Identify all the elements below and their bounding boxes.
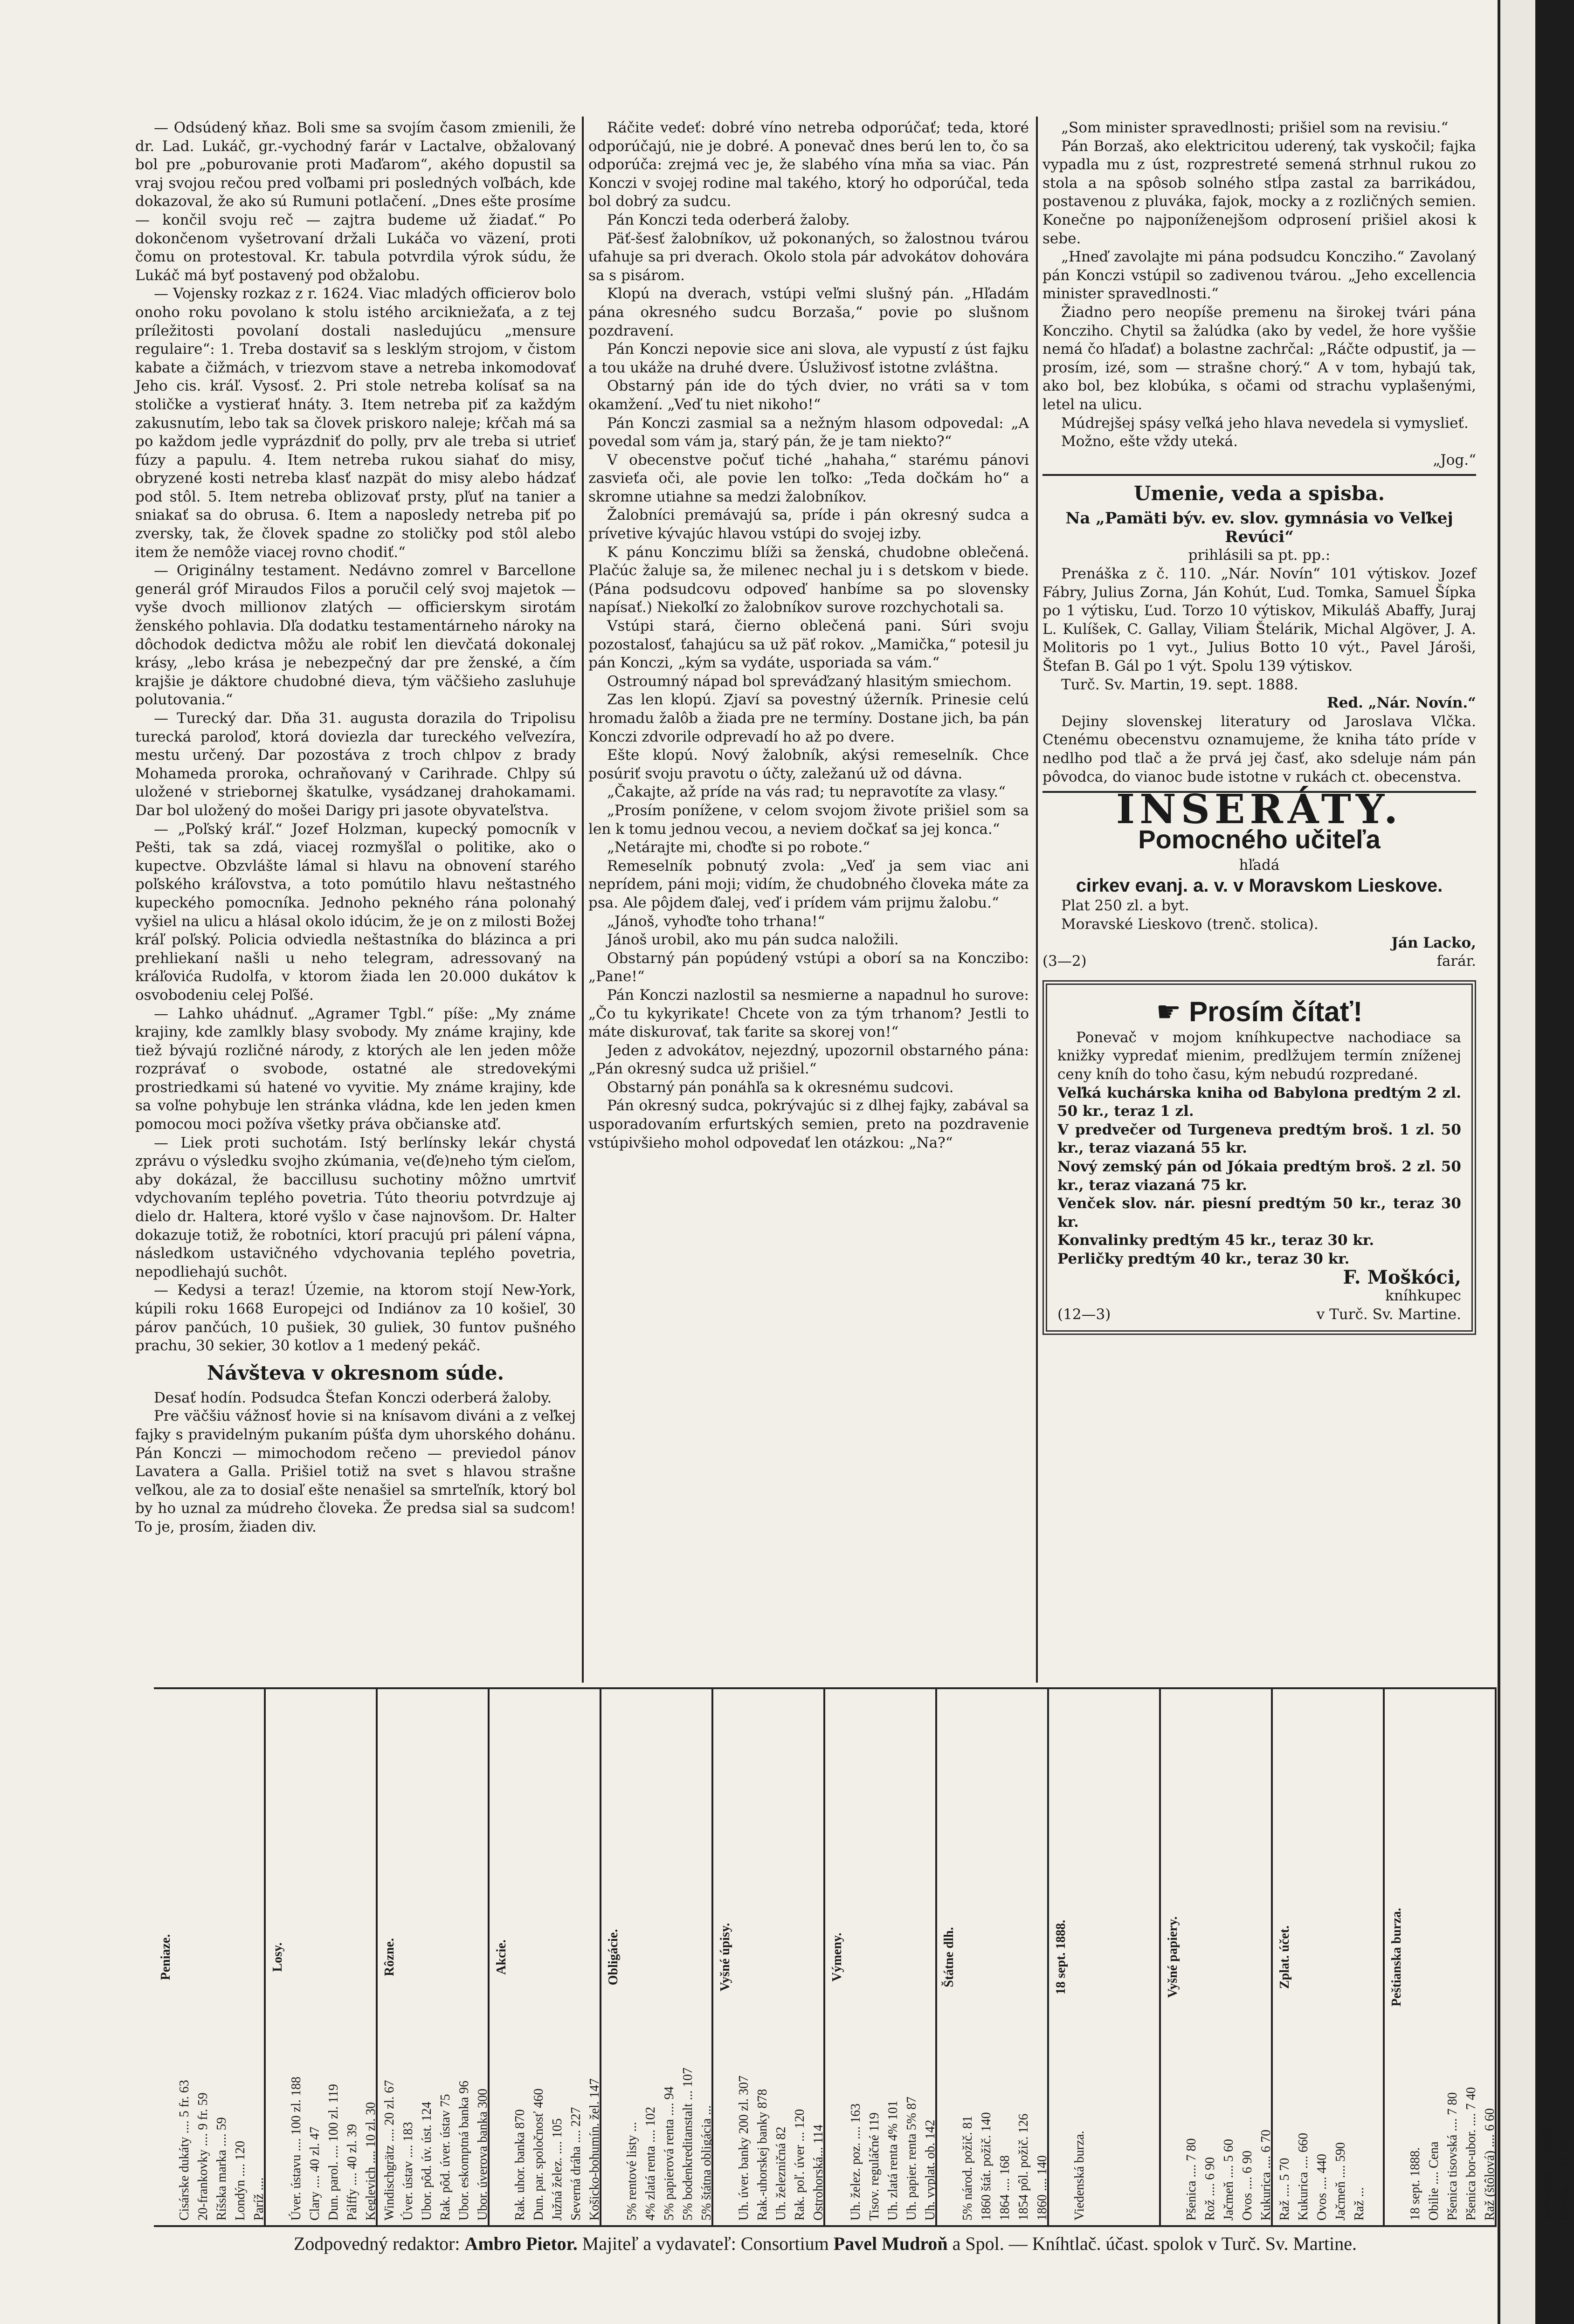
market-table-row: 1860 štát. požič. 140 bbox=[979, 2112, 994, 2221]
market-table bbox=[1273, 1689, 1385, 2225]
market-table-row: Raž (štôlová) .... 6 60 bbox=[1483, 2108, 1497, 2221]
market-table-row: Uh. želez. poz. .... 163 bbox=[849, 2103, 863, 2221]
ad2-role: kníhkupec bbox=[1385, 1287, 1461, 1305]
paragraph: Pán Konczi nazlostil sa nesmierne a napadnul ho surove: „Čo tu kykyrikate! Chcete von za tým trhanom? Jestli to máte diskurovať, tak ťarite sa skorej von!“ bbox=[588, 986, 1029, 1041]
ad1-address: Moravské Lieskovo (trenč. stolica). bbox=[1061, 915, 1319, 933]
market-table-row: Pálffy .... 40 zl. 39 bbox=[345, 2124, 359, 2221]
market-table-row: 5% rentové listy ... bbox=[625, 2122, 639, 2221]
book-offer: Venček slov. nár. piesní predtým 50 kr., teraz 30 kr. bbox=[1057, 1195, 1461, 1231]
paragraph: Jeden z advokátov, nejezdný, upozornil obstarného pána: „Pán okresný sudca už prišiel.“ bbox=[588, 1042, 1029, 1078]
paragraph: Pán okresný sudca, pokrývajúc si z dlhej fajky, zabával sa usporadovaním erfurtských semien, preto na pozdravenie vstúpivšieho mohol odpovedať len otázkou: „Na?“ bbox=[588, 1097, 1029, 1151]
book-offer: V predvečer od Turgeneva predtým broš. 1 zl. 50 kr., teraz viazaná 55 kr. bbox=[1057, 1121, 1461, 1157]
market-table-row: Úver. ústavu .... 100 zl. 188 bbox=[289, 2076, 304, 2221]
ad1-title: Pomocného učiteľa bbox=[1138, 824, 1381, 854]
paragraph: Ešte klopú. Nový žalobník, akýsi remeselník. Chce posúriť svoju pravotu o účty, zaležanú už od dávna. bbox=[588, 747, 1029, 782]
ad2-text: Ponevač v mojom kníhkupectve nachodiace sa knižky vypredať mienim, predlžujem termín zníženej ceny kníh do toho času, kým nebudú rozpredané. bbox=[1057, 1029, 1461, 1083]
market-table-row: Severná dráha .... 227 bbox=[569, 2107, 583, 2221]
paragraph: Možno, ešte vždy uteká. bbox=[1061, 433, 1238, 450]
market-table-row: Londýn .... 120 bbox=[233, 2140, 248, 2221]
market-table-row: 5% národ. požič. 81 bbox=[960, 2116, 975, 2221]
dateline: Turč. Sv. Martin, 19. sept. 1888. bbox=[1061, 676, 1298, 693]
ad2-footer bbox=[1057, 1306, 1461, 1324]
ad1-cirkev: cirkev evanj. a. v. v Moravskom Lieskove. bbox=[1076, 875, 1443, 896]
paragraph: — Lahko uhádnuť. „Agramer Tgbl.“ píše: „My známe krajiny, kde zamlkly blasy svobody. My známe krajiny, kde tiež bývajú rozličné národy, z ktorých ale len jeden môže rozprávať o svobode, ostatné ale stredovekými prostriedkami sú hatené vo vyvitie. My známe krajiny, kde sa voľne pohybuje len stránka vládna, kde len jeden kmen pomocou moci požíva všetky práva občianske atď. bbox=[135, 1005, 576, 1133]
publisher-label: Majiteľ a vydavateľ: Consortium bbox=[582, 2233, 829, 2254]
next-page-edge bbox=[1498, 0, 1535, 2324]
paragraph: — Liek proti suchotám. Istý berlínsky lekár chystá zprávu o výsledku svojho zkúmania, ve(ďe)neho tým cieľom, aby dokázal, že baccillusu suchotiny môžno umrtviť vdychovaním teplého povetria. Túto theoriu potvrdzuje aj dielo dr. Haltera, ktoré vyšlo v čase najnovšom. Dr. Halter dokazuje totiž, že robotníci, ktorí pracujú pri pálení vápna, následkom ustavičného vdychovania teplého povetria, nepodliehajú suchôt. bbox=[135, 1134, 576, 1280]
paragraph: Obstarný pán ide do tých dvier, no vráti sa v tom okamžení. „Veď tu niet nikoho!“ bbox=[588, 378, 1029, 413]
market-table-row: Repka .... 11 76 bbox=[1557, 2138, 1572, 2221]
market-table-heading: Rôzne. bbox=[382, 1938, 397, 1976]
paragraph: Ráčite vedeť: dobré víno netreba odporúčať; teda, ktoré odporúčajú, nie je dobré. A ponevač dnes berú len to, čo sa odporúča: zrejmá vec je, že slabého vína mňa sa viac. Pán Konczi v svojej rodine mal takého, ktorý ho odporúčal, teda bol dobrý za sudcu. bbox=[588, 119, 1029, 210]
paragraph: — Vojensky rozkaz z r. 1624. Viac mladých officierov bolo onoho roku povolano k stolu istého arcikniežaťa, a z tej príležitosti povolaní dostali nasledujúcu „mensure regulaire“: 1. Treba dostaviť sa s lesklým strojom, v čistom kabate a čižmách, v triezvom stave a netreba inkomodovať Jeho cis. kráľ. Vysosť. 2. Pri stole netreba kolísať sa na stoličke a vystierať hnáty. 3. Item netreba piť za každým zakusnutím, lebo tak sa človek priskoro naleje; kŕčah má sa po každom jedle vyprázdniť do polly, prv ale treba si utrieť fúzy a papulu. 4. Item netreba rukou siahať do misy, obryzené kosti netreba klasť nazpät do misy alebo hádzať pod stôl. 5. Item netreba oblizovať prsty, pľuť na tanier a sniakať sa do obrusa. 6. Item a naposledy netreba piť po zversky, tak, že človek spadne zo stoličky pod stôl alebo item že nemôže viacej rovno chodiť.“ bbox=[135, 285, 576, 561]
market-table bbox=[825, 1689, 937, 2225]
market-table-heading: Peštianska burza. bbox=[1389, 1908, 1404, 2007]
paragraph: Pán Konczi zasmial sa a nežným hlasom odpovedal: „A povedal som vám ja, starý pán, že je tam niekto?“ bbox=[588, 414, 1029, 450]
news-items bbox=[135, 119, 576, 1355]
divider bbox=[1042, 474, 1476, 476]
book-offer: Nový zemský pán od Jókaia predtým broš. 2 zl. 50 kr., teraz viazaná 75 kr. bbox=[1057, 1158, 1461, 1194]
ad1-code: (3—2) bbox=[1042, 953, 1087, 970]
paragraph: K pánu Konczimu blíži sa ženská, chudobne oblečená. Plačúc žaluje sa, že milenec nechal ju i s detskom v biede. (Pána podsudcovu odpoveď hanbíme sa po slovensky napísať.) Niekoľkí zo žalobníkov surove rozchychotali sa. bbox=[588, 543, 1029, 616]
market-table-row: 20-frankovky .... 9 fr. 59 bbox=[196, 2092, 210, 2221]
ad1-plat: Plat 250 zl. a byt. bbox=[1061, 897, 1189, 914]
paragraph: Pán Borzaš, ako elektricitou uderený, tak vyskočil; fajka vypadla mu z úst, rozprestreté semená strhnul rukou zo stola a na spôsob solného stĺpa zastal za barrikádou, postavenou z pluváka, fajok, mocky a z rozličných semien. Konečne po najponíženejšom odprosení prišiel akosi k sebe. bbox=[1042, 138, 1476, 247]
paragraph: Remeselník pobnutý zvola: „Veď ja sem viac ani neprídem, páni moji; vidím, že chudobného človeka máte za psa. Ale pôjdem ďalej, veď i prídem vám prijmu žalobu.“ bbox=[588, 857, 1029, 911]
market-table-row: Windischgrätz .... 20 zl. 67 bbox=[382, 2080, 397, 2221]
paragraph: — „Poľský kráľ.“ Jozef Holzman, kupecký pomocník v Pešti, tak sa zdá, viacej rozmyšľal o politike, ako o kupectve. Obzvlášte lámal si hlavu na obnovení starého poľského kráľovstva, a toto pomútilo hlavu neštastného kupeckého pomocníka. Jednoho pekného rána polonahý vyšiel na ulicu a hlásal okolo idúcim, že je on z milosti Božej kráľ poľský. Policia odviedla neštastníka do blázinca a pri prehliekaní našli u neho telegram, adressovaný na kráľovića Rudolfa, v ktorom žiada len 20.000 dukátov k osvobodeniu celej Poľšé. bbox=[135, 820, 576, 1004]
column-divider bbox=[1036, 117, 1038, 1683]
market-table-row: 1864 .... 168 bbox=[998, 2155, 1012, 2221]
dejiny-notice: Dejiny slovenskej literatury od Jaroslava Vlčka. Ctenému obecenstvu oznamujeme, že kniha táto príde v nedlho pod tlač a že prvá jej časť, ako sdeluje nám pán pôvodca, do vianoc bude istotne v rukách ct. obecenstva. bbox=[1042, 713, 1476, 785]
market-table-row: Uh. železničná 82 bbox=[774, 2126, 788, 2221]
inseraty-heading: INSERÁTY. bbox=[1116, 786, 1403, 833]
market-table bbox=[490, 1689, 601, 2225]
signature: „Jog.“ bbox=[1433, 451, 1476, 468]
ad1-farar: farár. bbox=[1436, 953, 1476, 970]
market-table-row: Kukurica .... 660 bbox=[1296, 2132, 1311, 2221]
paragraph: Jánoš urobil, ako mu pán sudca naložili. bbox=[607, 931, 899, 949]
market-table-row: Uh. papier. renta 5% 87 bbox=[904, 2097, 919, 2221]
article-title-sud: Návšteva v okresnom súde. bbox=[207, 1361, 504, 1384]
paragraph: V obecenstve počuť tiché „hahaha,“ starému pánovi zasvieťa oči, ale povie len toľko: „Teda dočkám ho“ a skromne utiahne sa medzi žalobníkov. bbox=[588, 451, 1029, 505]
market-table-heading: Peniaze. bbox=[159, 1934, 173, 1980]
market-table bbox=[378, 1689, 490, 2225]
paragraph: Desať hodín. Podsudca Štefan Konczi oderberá žaloby. bbox=[154, 1389, 552, 1406]
ad2-place: v Turč. Sv. Martine. bbox=[1316, 1306, 1461, 1323]
pamati-title: Na „Pamäti býv. ev. slov. gymnásia vo Veľkej Revúci“ bbox=[1065, 509, 1453, 546]
market-table-row: Uh. vyplat. ob. 142 bbox=[923, 2119, 938, 2221]
book-offer: Konvalinky predtým 45 kr., teraz 30 kr. bbox=[1057, 1232, 1374, 1249]
market-table-row: Dun. par. spoločnosť 460 bbox=[532, 2088, 546, 2221]
ad2-name: F. Moškóci, bbox=[1343, 1266, 1461, 1289]
market-table-row: Ríšska marka .... 59 bbox=[214, 2117, 229, 2221]
market-table-row: 5% štátna obligácia ... bbox=[699, 2105, 714, 2221]
article-sud-continued bbox=[588, 119, 1029, 1152]
market-table-row: 18 sept. 1888. bbox=[1408, 2147, 1422, 2221]
market-table-heading: Obligácie. bbox=[606, 1929, 621, 1986]
paragraph: Klopú na dverach, vstúpi veľmi slušný pán. „Hľadám pána okresného sudcu Borzaša,“ povie po slušnom pozdravení. bbox=[588, 285, 1029, 339]
market-table-row: Ovos .... 440 bbox=[1315, 2153, 1329, 2221]
article-sud-start bbox=[135, 1389, 576, 1537]
redaction-signature: Red. „Nár. Novín.“ bbox=[1326, 694, 1476, 712]
paragraph: „Som minister spravedlnosti; prišiel som na revisiu.“ bbox=[1061, 119, 1449, 136]
column-1 bbox=[135, 119, 576, 1537]
market-table-row: 5% bodenkreditanstalt ... 107 bbox=[681, 2067, 695, 2221]
paragraph: Žiadno pero neopíše premenu na širokej tvári pána Koncziho. Chytil sa žalúdka (ako by vedel, že hore vyššie nemá čo hľadať) a bolastne zachrčal: „Ráčte odpustiť, ja — prosím, izé, som — strašne chorý.“ A v tom, hybajú tak, ako bol, bez klobúka, s očami od strachu vyplašenými, letel na ulicu. bbox=[1042, 303, 1476, 413]
market-table-row: Jačmeň .... 5 60 bbox=[1222, 2139, 1236, 2221]
column-3 bbox=[1042, 119, 1476, 1335]
market-table-row: Košicko-bohumín. žel. 147 bbox=[587, 2078, 602, 2221]
ad2-book-list bbox=[1057, 1084, 1461, 1269]
paragraph: Vstúpi stará, čierno oblečená pani. Súri svoju pozostalosť, ťahajúcu sa už päť rokov. „Mamička,“ potesil ju pán Konczi, „kým sa vydáte, usporiada sa vám.“ bbox=[588, 618, 1029, 672]
market-table-row: Ovos .... 6 90 bbox=[1240, 2150, 1255, 2221]
paragraph: Pán Konczi nepovie sice ani slova, ale vypustí z úst fajku a tou ukáže na druhé dvere. Úsluživosť istotne zvláštna. bbox=[588, 341, 1029, 376]
market-table-heading: Výmeny. bbox=[830, 1932, 844, 1982]
market-table-heading: Vyšné úpisy. bbox=[718, 1923, 732, 1992]
market-table-row: Paríž .... bbox=[252, 2177, 266, 2221]
paragraph: „Hneď zavolajte mi pána podsudcu Koncziho.“ Zavolaný pán Konczi vstúpil so zadivenou tvárou. „Jeho excellencia minister spravedlnosti.“ bbox=[1042, 248, 1476, 303]
market-table-heading: Akcie. bbox=[494, 1939, 509, 1975]
ad1-hlada: hľadá bbox=[1239, 856, 1280, 873]
printer-line: a Spol. — Kníhtlač. účast. spolok v Turč. Sv. Martine. bbox=[952, 2233, 1357, 2254]
market-table-row: 5% papierová renta .... 94 bbox=[662, 2086, 677, 2221]
paragraph: — Originálny testament. Nedávno zomrel v Barcellone generál gróf Miraudos Filos a poručil celý svoj majetok — vyše dvoch millionov zlatých — officierskym sirotám ženského pohlavia. Dľa dodatku testamentárneho nároky na dôchodok dedictva môžu ale robiť len dievčatá dokonalej krásy, „lebo krása je nebezpečný dar pre ženské, a čím krajšie je dáktore chudobné dieva, tým väčšieho zasluhuje polutovania.“ bbox=[135, 562, 576, 708]
market-table bbox=[601, 1689, 713, 2225]
market-table-row: Uh. úver. banky 200 zl. 307 bbox=[737, 2075, 751, 2221]
paragraph: Pán Konczi teda oderberá žaloby. bbox=[607, 211, 850, 228]
market-table-row: Pšenica bor-ubor. .... 7 40 bbox=[1464, 2087, 1478, 2221]
market-table-row: Rak. pôd. úver. ústav 75 bbox=[438, 2094, 453, 2221]
market-table-row: Obilie .... Cena bbox=[1427, 2141, 1441, 2221]
market-table-row: Uh. zlatá renta 4% 101 bbox=[886, 2100, 900, 2221]
prihlasili-text: prihlásili sa pt. pp.: bbox=[1188, 547, 1331, 564]
market-table-heading: Losy. bbox=[270, 1942, 285, 1972]
market-table-row: Úver. ústav .... 183 bbox=[401, 2122, 415, 2221]
market-table-row: Keglevich .... 10 zl. 30 bbox=[364, 2102, 378, 2221]
market-table-row: Ubor. pôd. úv. úst. 124 bbox=[420, 2102, 434, 2221]
market-table-row: Viedenská burza. bbox=[1072, 2131, 1087, 2221]
article-sud-end bbox=[1042, 119, 1476, 451]
market-table-heading: 18 sept. 1888. bbox=[1054, 1919, 1068, 1995]
section-title-umenie: Umenie, veda a spisba. bbox=[1133, 482, 1385, 505]
paragraph: — Odsúdený kňaz. Boli sme sa svojím časom zmienili, že dr. Lad. Lukáč, gr.-vychodný farár v Lactalve, obžalovaný bol pre „poburovanie proti Maďarom“, akého dopustil sa vraj svojou rečou pred voľbami pri posledných voľbách, kde dokazoval, že ako sú Rumuni potlačení. „Dnes ešte prosíme — končil svoju reč — zajtra budeme už žiadať.“ Po dokončenom vyšetrovaní držali Lukáča vo väzení, proti čomu on protestoval. Kr. tabula potvrdila výrok súdu, že Lukáč má byť postavený pod obžalobu. bbox=[135, 119, 576, 284]
pointing-hand-icon: ☛ bbox=[1156, 996, 1189, 1027]
paragraph: „Jánoš, vyhoďte toho trhana!“ bbox=[607, 913, 825, 930]
market-table bbox=[937, 1689, 1049, 2225]
market-table-row: Ubor. eskomptná banka 96 bbox=[457, 2080, 471, 2221]
market-table-heading: Vyšné papiery. bbox=[1166, 1916, 1180, 1998]
paragraph: „Prosím poníženе, v celom svojom živote prišiel som sa len k tomu jednou vecou, a neviem dočkať sa jej konca.“ bbox=[588, 802, 1029, 838]
book-offer: Veľká kuchárska kniha od Babylona predtým 2 zl. 50 kr., teraz 1 zl. bbox=[1057, 1084, 1461, 1120]
market-table-row: Rož .... 6 90 bbox=[1203, 2157, 1217, 2221]
paragraph: Múdrejšej spásy veľká jeho hlava nevedela si vymyslieť. bbox=[1061, 414, 1469, 432]
market-table bbox=[154, 1689, 266, 2225]
paragraph: — Kedysi a teraz! Územie, na ktorom stojí New-York, kúpili roku 1668 Europejci od Indiánov za 10 košieľ, 30 párov pančúch, 10 pušiek, 30 guliek, 30 funtov pušného prachu, 30 sekier, 30 kotlov a 1 medený pekáč. bbox=[135, 1282, 576, 1355]
paragraph: „Netárajte mi, choďte si po robote.“ bbox=[607, 839, 870, 856]
market-table-row: Rak. poľ. úver ... 120 bbox=[793, 2109, 807, 2221]
paragraph: Pre väčšiu vážnosť hovie si na knísavom diváni a z veľkej fajky s pravidelným pukaním púšťa dym uhorského dohánu. Pán Konczi — mimochodom rečeno — previedol pánov Lavatera a Galla. Prišiel totiž na svet s hlavou strašne veľkou, ale za to dosiaľ ešte nenašiel sa smrteľník, ktorý bol by ho uznal za múdreho človeka. Že predsa sial sa sudcom! To je, prosím, žiaden div. bbox=[135, 1408, 576, 1535]
ad1-name: Ján Lacko, bbox=[1391, 934, 1476, 951]
market-table-row: Pšenica tisovská .... 7 80 bbox=[1445, 2092, 1460, 2221]
paragraph: Zas len klopú. Zjaví sa povestný úžerník. Prinesie celú hromadu žalôb a žiada pre ne termíny. Dostane jich, ba pán Konczi zdvorile odprevadí ho až po dvere. bbox=[588, 691, 1029, 745]
market-table-row: Jačmeň .... 590 bbox=[1333, 2142, 1348, 2221]
market-table-row: Ostrohorská... 114 bbox=[811, 2125, 826, 2221]
market-table-row: Dun. parol. .... 100 zl. 119 bbox=[326, 2084, 341, 2221]
imprint-footer bbox=[154, 2233, 1497, 2255]
column-2 bbox=[588, 119, 1029, 1152]
market-table-row: Rak.-uhorskej banky 878 bbox=[755, 2089, 770, 2221]
ad2-title: ☛ Prosím čítať! bbox=[1156, 996, 1363, 1027]
owner-name: Pavel Mudroň bbox=[833, 2233, 948, 2254]
book-offer: Perličky predtým 40 kr., teraz 30 kr. bbox=[1057, 1250, 1350, 1267]
ad2-code: (12—3) bbox=[1057, 1306, 1111, 1323]
paragraph: Žalobníci premávajú sa, príde i pán okresný sudca a prívetive kývajúc hlavou vstúpi do svojej izby. bbox=[588, 507, 1029, 543]
subscribers-list: Prenáška z č. 110. „Nár. Novín“ 101 výtiskov. Jozef Fábry, Julius Zorna, Ján Kohút, Ľud. Tomka, Samuel Šípka po 1 výtisku, Ľud. Torzo 10 výtiskov, Mikuláš Abaffy, Juraj L. Kulíšek, C. Gallay, Viliam Štelárik, Michal Algöver, J. A. Molitoris po 1 vyt., Julius Botto 10 výt., Pavel Jároši, Štefan B. Gál po 1 výt. Spolu 139 výtiskov. bbox=[1042, 565, 1476, 675]
market-table-row: 4% zlatá renta .... 102 bbox=[643, 2106, 658, 2221]
column-divider bbox=[582, 117, 584, 1683]
paragraph: Päť-šesť žalobníkov, už pokonaných, so žalostnou tvárou ufahuje sa pri dverach. Okolo stola pár advokátov dohovára sa s pisárom. bbox=[588, 230, 1029, 284]
market-table-row: Pšenica .... 7 80 bbox=[1184, 2138, 1199, 2221]
paragraph: Ostroumný nápad bol spreváďzaný hlasitým smiechom. bbox=[607, 673, 1012, 690]
paragraph: „Čakajte, až príde na vás rad; tu nepravotíte za vlasy.“ bbox=[607, 784, 1006, 801]
market-table-row: Kukurica .... 5 60 bbox=[1539, 2129, 1553, 2221]
market-table-row: Kukurica .... 6 70 bbox=[1259, 2129, 1273, 2221]
paragraph: Obstarný pán popúdený vstúpi a oborí sa na Konczibo: „Pane!“ bbox=[588, 949, 1029, 985]
market-table bbox=[713, 1689, 825, 2225]
market-table-heading: Štátne dlh. bbox=[942, 1927, 956, 1987]
market-table-row: Raž ... bbox=[1352, 2187, 1367, 2221]
imprint-label: Zodpovedný redaktor: bbox=[293, 2233, 460, 2254]
market-table-row: Rak. uhor. banka 870 bbox=[513, 2109, 527, 2221]
ad2-box bbox=[1042, 980, 1476, 1335]
paragraph: — Turecký dar. Dňa 31. augusta dorazila do Tripolisu turecká paroloď, ktorá doviezla dar tureckého veľvezíra, mestu určený. Dar pozostáva z troch chlpov z brady Mohameda proroka, ochraňovaný v Carihrade. Chlpy sú uložené v striebornej škatulke, vysádzanej drahokamami. Dar bol uložený do mošei Darigy pri jasote obyvateľstva. bbox=[135, 710, 576, 819]
ad1-footer bbox=[1042, 952, 1476, 971]
market-table-row: 1860 .... 140 bbox=[1035, 2155, 1049, 2221]
market-table bbox=[1049, 1689, 1161, 2225]
paragraph: Obstarný pán ponáhľa sa k okresnému sudcovi. bbox=[607, 1079, 954, 1096]
market-table-row: 1854 pôl. požič. 126 bbox=[1016, 2113, 1031, 2221]
editor-name: Ambro Pietor. bbox=[464, 2233, 578, 2254]
market-table-row: Južná želez. .... 105 bbox=[550, 2118, 565, 2221]
market-table-row: Raž .... 5 70 bbox=[1277, 2158, 1292, 2221]
market-table-row: Cisárske dukáty .... 5 fr. 63 bbox=[177, 2080, 192, 2221]
market-table-row: Clary .... 40 zl. 47 bbox=[308, 2126, 322, 2221]
market-table-heading: Zplat. účet. bbox=[1277, 1925, 1292, 1989]
market-table-row: Tisov. reguláčné 119 bbox=[867, 2112, 882, 2221]
market-tables bbox=[154, 1687, 1572, 2227]
market-table-row: Ubor. úverova banka 300 bbox=[476, 2088, 490, 2221]
market-table bbox=[1385, 1689, 1572, 2225]
